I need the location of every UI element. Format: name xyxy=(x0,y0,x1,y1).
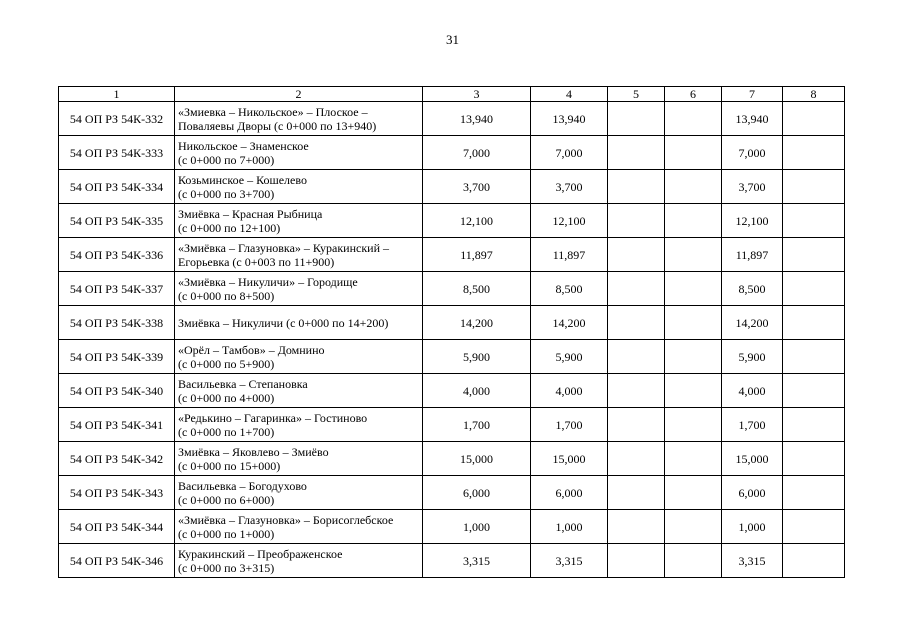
road-name-cell xyxy=(175,102,423,136)
table-row xyxy=(59,238,845,272)
road-name-line: (с 0+000 по 12+100) xyxy=(178,220,281,235)
road-name-line: Змиёвка – Яковлево – Змиёво xyxy=(178,444,329,459)
road-name-cell xyxy=(175,476,423,510)
value-cell: 5,900 xyxy=(423,340,531,374)
road-code-cell: 54 ОП РЗ 54К-338 xyxy=(59,306,175,340)
header-cell: 6 xyxy=(665,87,722,102)
value-cell xyxy=(665,476,722,510)
value-cell xyxy=(783,442,845,476)
road-code-cell: 54 ОП РЗ 54К-339 xyxy=(59,340,175,374)
table-body xyxy=(59,87,845,578)
road-name-line: Змиёвка – Никуличи (с 0+000 по 14+200) xyxy=(178,315,389,330)
value-cell: 13,940 xyxy=(531,102,608,136)
value-cell: 13,940 xyxy=(423,102,531,136)
road-name-line: (с 0+000 по 3+700) xyxy=(178,186,275,201)
value-cell: 11,897 xyxy=(722,238,783,272)
value-cell: 7,000 xyxy=(423,136,531,170)
value-cell xyxy=(608,238,665,272)
road-name-line: «Змиевка – Никольское» – Плоское – xyxy=(178,104,368,119)
value-cell: 14,200 xyxy=(722,306,783,340)
value-cell: 14,200 xyxy=(531,306,608,340)
value-cell: 15,000 xyxy=(423,442,531,476)
value-cell: 11,897 xyxy=(423,238,531,272)
value-cell: 5,900 xyxy=(531,340,608,374)
header-cell: 5 xyxy=(608,87,665,102)
value-cell xyxy=(783,102,845,136)
road-name-line: Козьминское – Кошелево xyxy=(178,172,307,187)
value-cell xyxy=(608,442,665,476)
road-name-line: Васильевка – Степановка xyxy=(178,376,308,391)
road-name-cell xyxy=(175,306,423,340)
road-name-line: Никольское – Знаменское xyxy=(178,138,309,153)
road-name-line: Куракинский – Преображенское xyxy=(178,546,343,561)
road-name-line: «Змиёвка – Глазуновка» – Борисоглебское xyxy=(178,512,394,527)
value-cell xyxy=(783,408,845,442)
road-code-cell: 54 ОП РЗ 54К-343 xyxy=(59,476,175,510)
header-cell: 4 xyxy=(531,87,608,102)
header-cell: 7 xyxy=(722,87,783,102)
value-cell xyxy=(665,340,722,374)
road-code-cell: 54 ОП РЗ 54К-332 xyxy=(59,102,175,136)
value-cell: 1,000 xyxy=(531,510,608,544)
value-cell: 6,000 xyxy=(531,476,608,510)
value-cell: 13,940 xyxy=(722,102,783,136)
value-cell: 3,700 xyxy=(531,170,608,204)
value-cell xyxy=(783,476,845,510)
value-cell xyxy=(665,204,722,238)
road-name-cell xyxy=(175,272,423,306)
value-cell: 3,315 xyxy=(423,544,531,578)
value-cell xyxy=(665,170,722,204)
value-cell xyxy=(665,238,722,272)
value-cell: 12,100 xyxy=(722,204,783,238)
table-row xyxy=(59,204,845,238)
table-row xyxy=(59,442,845,476)
value-cell xyxy=(783,544,845,578)
value-cell xyxy=(783,510,845,544)
road-code-cell: 54 ОП РЗ 54К-335 xyxy=(59,204,175,238)
value-cell xyxy=(665,136,722,170)
value-cell: 1,700 xyxy=(423,408,531,442)
table-row xyxy=(59,102,845,136)
value-cell xyxy=(608,306,665,340)
road-name-line: (с 0+000 по 15+000) xyxy=(178,458,281,473)
road-name-cell xyxy=(175,544,423,578)
value-cell xyxy=(608,476,665,510)
value-cell xyxy=(665,374,722,408)
value-cell: 4,000 xyxy=(423,374,531,408)
value-cell xyxy=(665,408,722,442)
value-cell: 8,500 xyxy=(423,272,531,306)
value-cell xyxy=(665,510,722,544)
value-cell: 12,100 xyxy=(423,204,531,238)
value-cell xyxy=(608,204,665,238)
header-cell: 8 xyxy=(783,87,845,102)
road-code-cell: 54 ОП РЗ 54К-341 xyxy=(59,408,175,442)
value-cell xyxy=(608,102,665,136)
road-name-cell xyxy=(175,204,423,238)
value-cell xyxy=(665,442,722,476)
table-row xyxy=(59,544,845,578)
value-cell: 8,500 xyxy=(531,272,608,306)
road-code-cell: 54 ОП РЗ 54К-342 xyxy=(59,442,175,476)
road-name-line: Змиёвка – Красная Рыбница xyxy=(178,206,323,221)
road-name-cell xyxy=(175,136,423,170)
value-cell xyxy=(608,544,665,578)
road-code-cell: 54 ОП РЗ 54К-337 xyxy=(59,272,175,306)
value-cell xyxy=(783,374,845,408)
value-cell: 6,000 xyxy=(722,476,783,510)
table-row xyxy=(59,340,845,374)
value-cell: 4,000 xyxy=(531,374,608,408)
table-row xyxy=(59,374,845,408)
value-cell xyxy=(783,272,845,306)
road-name-cell xyxy=(175,170,423,204)
value-cell: 3,315 xyxy=(722,544,783,578)
value-cell xyxy=(608,170,665,204)
table-row xyxy=(59,510,845,544)
road-name-line: (с 0+000 по 5+900) xyxy=(178,356,275,371)
road-name-cell xyxy=(175,442,423,476)
road-name-line: «Змиёвка – Глазуновка» – Куракинский – xyxy=(178,240,389,255)
value-cell: 4,000 xyxy=(722,374,783,408)
header-cell: 3 xyxy=(423,87,531,102)
road-code-cell: 54 ОП РЗ 54К-333 xyxy=(59,136,175,170)
road-name-line: Егорьевка (с 0+003 по 11+900) xyxy=(178,254,335,269)
road-code-cell: 54 ОП РЗ 54К-344 xyxy=(59,510,175,544)
road-code-cell: 54 ОП РЗ 54К-340 xyxy=(59,374,175,408)
value-cell xyxy=(608,510,665,544)
value-cell: 3,700 xyxy=(423,170,531,204)
value-cell: 3,700 xyxy=(722,170,783,204)
value-cell xyxy=(608,340,665,374)
road-code-cell: 54 ОП РЗ 54К-336 xyxy=(59,238,175,272)
value-cell xyxy=(665,306,722,340)
table-row xyxy=(59,272,845,306)
table-row xyxy=(59,136,845,170)
road-name-line: Поваляевы Дворы (с 0+000 по 13+940) xyxy=(178,118,377,133)
header-row xyxy=(59,87,845,102)
value-cell xyxy=(783,204,845,238)
value-cell xyxy=(608,272,665,306)
road-name-line: (с 0+000 по 6+000) xyxy=(178,492,275,507)
road-name-line: (с 0+000 по 1+000) xyxy=(178,526,275,541)
road-name-line: Васильевка – Богодухово xyxy=(178,478,307,493)
road-name-line: «Орёл – Тамбов» – Домнино xyxy=(178,342,325,357)
value-cell xyxy=(783,238,845,272)
value-cell xyxy=(783,170,845,204)
road-name-line: (с 0+000 по 8+500) xyxy=(178,288,275,303)
table-row xyxy=(59,408,845,442)
road-name-line: (с 0+000 по 1+700) xyxy=(178,424,275,439)
value-cell: 6,000 xyxy=(423,476,531,510)
page-number: 31 xyxy=(446,32,459,47)
value-cell xyxy=(665,102,722,136)
value-cell xyxy=(783,340,845,374)
value-cell xyxy=(608,136,665,170)
road-name-cell xyxy=(175,374,423,408)
header-cell: 2 xyxy=(175,87,423,102)
road-name-line: (с 0+000 по 4+000) xyxy=(178,390,275,405)
value-cell: 14,200 xyxy=(423,306,531,340)
value-cell xyxy=(608,374,665,408)
value-cell xyxy=(783,136,845,170)
value-cell: 15,000 xyxy=(722,442,783,476)
road-name-cell xyxy=(175,238,423,272)
value-cell: 15,000 xyxy=(531,442,608,476)
header-cell: 1 xyxy=(59,87,175,102)
value-cell: 1,700 xyxy=(722,408,783,442)
road-name-cell xyxy=(175,408,423,442)
value-cell: 1,000 xyxy=(722,510,783,544)
road-name-cell xyxy=(175,340,423,374)
road-name-line: «Змиёвка – Никуличи» – Городище xyxy=(178,274,358,289)
road-code-cell: 54 ОП РЗ 54К-334 xyxy=(59,170,175,204)
value-cell xyxy=(783,306,845,340)
value-cell: 5,900 xyxy=(722,340,783,374)
roads-table xyxy=(58,86,845,578)
road-name-line: (с 0+000 по 7+000) xyxy=(178,152,275,167)
value-cell xyxy=(665,272,722,306)
table-row xyxy=(59,306,845,340)
value-cell: 1,700 xyxy=(531,408,608,442)
value-cell: 12,100 xyxy=(531,204,608,238)
table-row xyxy=(59,476,845,510)
value-cell: 3,315 xyxy=(531,544,608,578)
value-cell: 11,897 xyxy=(531,238,608,272)
value-cell: 7,000 xyxy=(722,136,783,170)
road-name-line: «Редькино – Гагаринка» – Гостиново xyxy=(178,410,368,425)
value-cell: 1,000 xyxy=(423,510,531,544)
value-cell: 7,000 xyxy=(531,136,608,170)
road-name-cell xyxy=(175,510,423,544)
value-cell xyxy=(608,408,665,442)
value-cell: 8,500 xyxy=(722,272,783,306)
table-row xyxy=(59,170,845,204)
value-cell xyxy=(665,544,722,578)
road-code-cell: 54 ОП РЗ 54К-346 xyxy=(59,544,175,578)
road-name-line: (с 0+000 по 3+315) xyxy=(178,560,275,575)
